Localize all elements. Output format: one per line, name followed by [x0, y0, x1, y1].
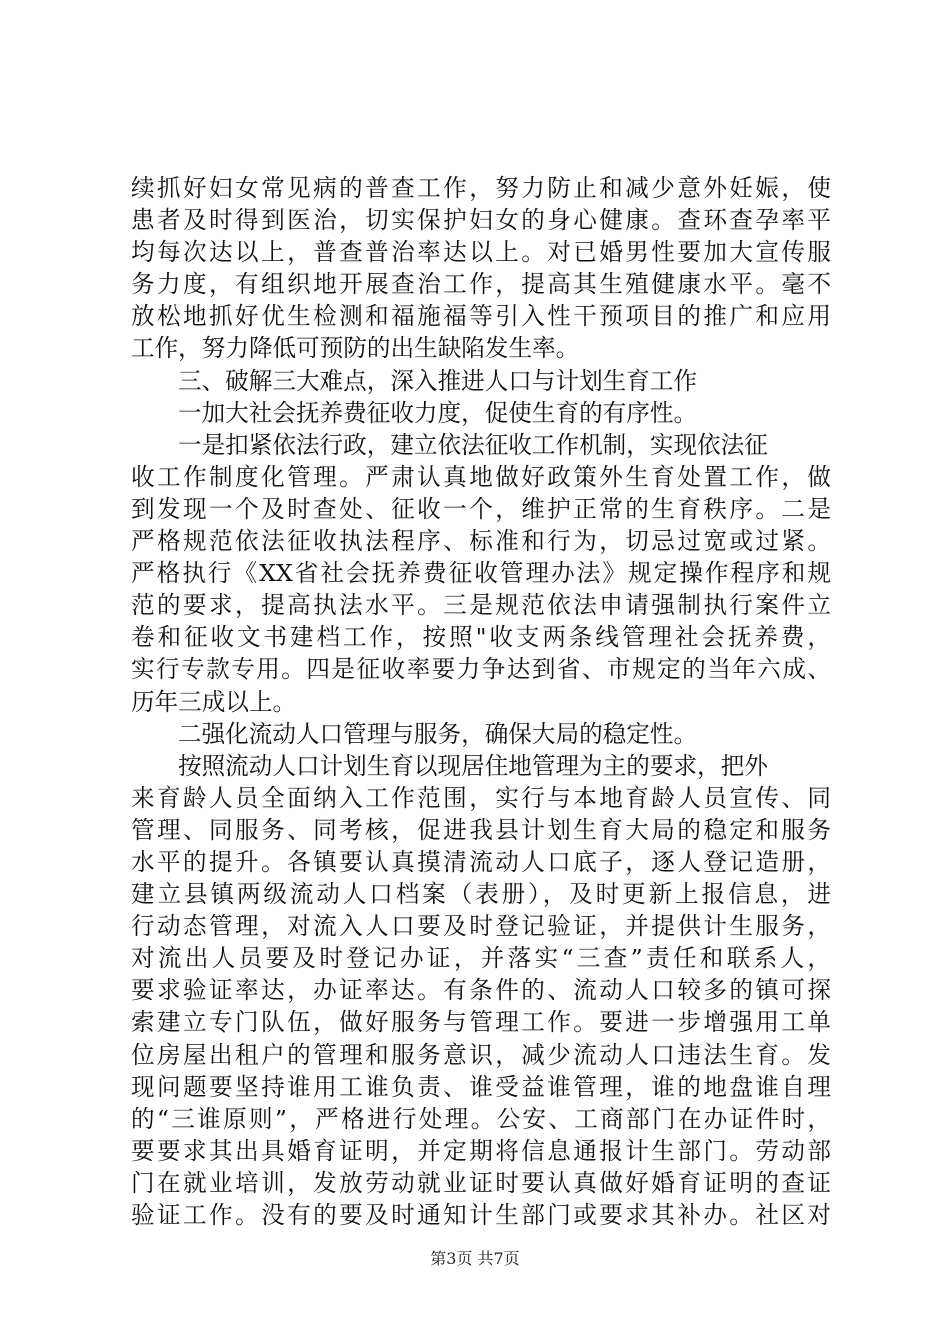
text-line: 验证工作。没有的要及时通知计生部门或要求其补办。社区对 [131, 1201, 831, 1229]
text-line: 管理、同服务、同考核，促进我县计划生育大局的稳定和服务 [131, 815, 831, 844]
text-line: 历年三成以上。 [131, 687, 297, 716]
page-footer: 第3页 共7页 [430, 1249, 520, 1268]
text-line: 水平的提升。各镇要认真摸清流动人口底子，逐人登记造册， [131, 847, 831, 876]
text-line: 要要求其出具婚育证明，并定期将信息通报计生部门。劳动部 [131, 1136, 831, 1165]
text-line: 实行专款专用。四是征收率要力争达到省、市规定的当年六成、 [131, 655, 831, 684]
document-body [131, 172, 831, 1231]
text-line: 门在就业培训，发放劳动就业证时要认真做好婚育证明的查证 [131, 1168, 831, 1197]
text-line: 建立县镇两级流动人口档案（表册），及时更新上报信息，进 [131, 880, 831, 909]
text-line: 索建立专门队伍，做好服务与管理工作。要进一步增强用工单 [131, 1008, 831, 1037]
text-line: 卷和征收文书建档工作，按照"收支两条线管理社会抚养费， [131, 623, 831, 652]
text-line: 均每次达以上，普查普治率达以上。对已婚男性要加大宣传服 [131, 238, 831, 267]
subsection-heading: 一加大社会抚养费征收力度，促使生育的有序性。 [178, 398, 698, 427]
text-line: 务力度，有组织地开展查治工作，提高其生殖健康水平。毫不 [131, 270, 831, 299]
text-line: 收工作制度化管理。严肃认真地做好政策外生育处置工作，做 [131, 462, 831, 491]
text-line: 严格执行《XX省社会抚养费征收管理办法》规定操作程序和规 [131, 559, 831, 588]
text-line: 一是扣紧依法行政，建立依法征收工作机制，实现依法征 [178, 430, 768, 459]
text-line: 工作，努力降低可预防的出生缺陷发生率。 [131, 334, 580, 363]
text-line: 严格规范依法征收执法程序、标准和行为，切忌过宽或过紧。 [131, 527, 831, 556]
text-line: 续抓好妇女常见病的普查工作，努力防止和减少意外妊娠，使 [131, 174, 831, 202]
subsection-heading: 二强化流动人口管理与服务，确保大局的稳定性。 [178, 719, 698, 748]
text-line: 按照流动人口计划生育以现居住地管理为主的要求，把外 [178, 751, 768, 780]
text-line: 放松地抓好优生检测和福施福等引入性干预项目的推广和应用 [131, 302, 831, 331]
text-line: 行动态管理，对流入人口要及时登记验证，并提供计生服务， [131, 912, 831, 941]
text-line: 来育龄人员全面纳入工作范围，实行与本地育龄人员宣传、同 [131, 783, 831, 812]
text-line: 到发现一个及时查处、征收一个，维护正常的生育秩序。二是 [131, 494, 831, 523]
text-line: 现问题要坚持谁用工谁负责、谁受益谁管理，谁的地盘谁自理 [131, 1072, 831, 1101]
text-line: 的“三谁原则”，严格进行处理。公安、工商部门在办证件时， [131, 1104, 831, 1133]
text-line: 位房屋出租户的管理和服务意识，减少流动人口违法生育。发 [131, 1040, 831, 1069]
text-line: 范的要求，提高执法水平。三是规范依法申请强制执行案件立 [131, 591, 831, 620]
section-heading: 三、破解三大难点，深入推进人口与计划生育工作 [178, 366, 698, 395]
text-line: 对流出人员要及时登记办证，并落实“三查”责任和联系人， [131, 944, 831, 973]
text-line: 患者及时得到医治，切实保护妇女的身心健康。查环查孕率平 [131, 206, 831, 235]
text-line: 要求验证率达，办证率达。有条件的、流动人口较多的镇可探 [131, 976, 831, 1005]
